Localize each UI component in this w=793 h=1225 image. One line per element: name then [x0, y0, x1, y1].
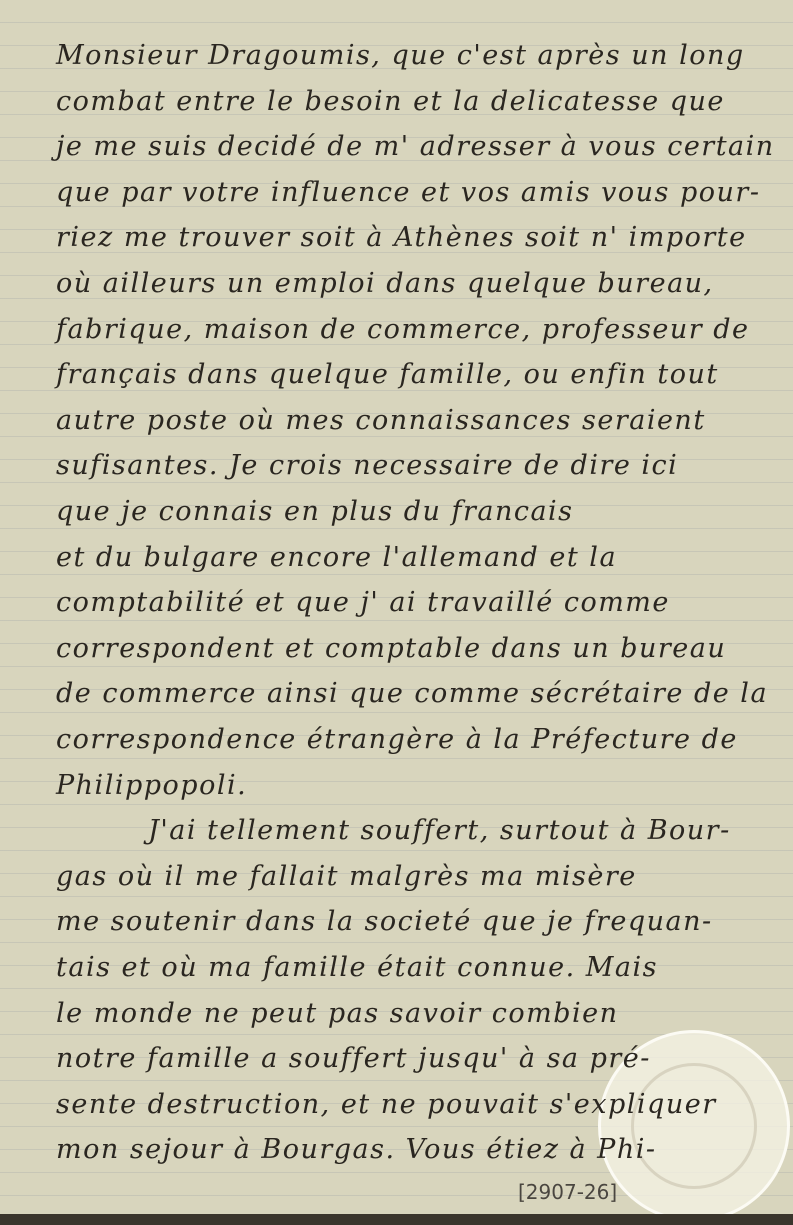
- letter-line: le monde ne peut pas savoir combien: [56, 997, 619, 1029]
- letter-line: fabrique, maison de commerce, professeur de: [56, 313, 750, 345]
- archive-number: [2907-26]: [518, 1180, 618, 1204]
- letter-line: que par votre influence et vos amis vous pour-: [56, 176, 761, 208]
- letter-line: français dans quelque famille, ou enfin tout: [56, 359, 719, 391]
- letter-line: sente destruction, et ne pouvait s'expliquer: [56, 1088, 717, 1120]
- seal-emblem-icon: [631, 1063, 757, 1189]
- letter-line: comptabilité et que j' ai travaillé comme: [56, 587, 670, 619]
- letter-line: et du bulgare encore l'allemand et la: [56, 541, 618, 573]
- letter-line: mon sejour à Bourgas. Vous étiez à Phi-: [56, 1134, 657, 1166]
- letter-line: Monsieur Dragoumis, que c'est après un long: [56, 40, 745, 71]
- letter-line: correspondent et comptable dans un bureau: [56, 632, 727, 664]
- letter-line: où ailleurs un emploi dans quelque bureau,: [56, 268, 714, 299]
- letter-line: gas où il me fallait malgrès ma misère: [56, 860, 637, 892]
- letter-line: de commerce ainsi que comme sécrétaire de la: [56, 678, 769, 710]
- letter-line: J'ai tellement souffert, surtout à Bour-: [148, 815, 731, 847]
- letter-line: sufisantes. Je crois necessaire de dire ici: [56, 450, 679, 482]
- letter-line: notre famille a souffert jusqu' à sa pré-: [56, 1043, 651, 1075]
- letter-line: que je connais en plus du francais: [56, 496, 574, 527]
- letter-line: riez me trouver soit à Athènes soit n' importe: [56, 222, 747, 254]
- letter-line: correspondence étrangère à la Préfecture de: [56, 724, 738, 755]
- letter-line: je me suis decidé de m' adresser à vous certain: [56, 131, 775, 163]
- letter-line: tais et où ma famille était connue. Mais: [56, 952, 659, 983]
- letter-line: autre poste où mes connaissances seraient: [56, 404, 706, 436]
- letter-line: Philippopoli.: [56, 769, 248, 801]
- page-edge: [0, 1214, 793, 1225]
- letter-line: combat entre le besoin et la delicatesse que: [56, 85, 725, 117]
- letter-line: me soutenir dans la societé que je frequan-: [56, 906, 713, 938]
